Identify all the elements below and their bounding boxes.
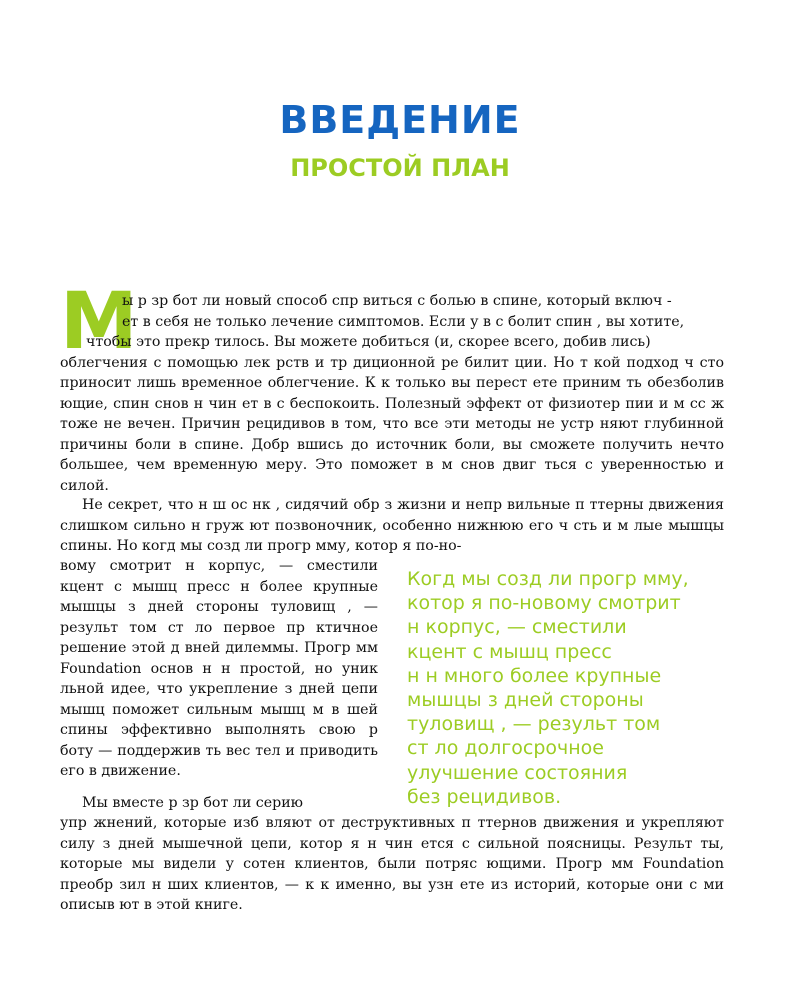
- drop-cap: М: [60, 277, 138, 367]
- pull-quote-line: туловищ , — результ том: [407, 713, 661, 736]
- intro-paragraph: [60, 291, 724, 496]
- pull-quote-line: мышцы з дней стороны: [407, 689, 644, 712]
- paragraph-2-column: вому смотрит н корпус, — сместили кцент с мышц пресс н более крупные мышцы з дней стороны туловищ , — результ том ст ло первое пр ктичное решение этой д вней дилеммы. Прогр мм Foundation основ н н простой, но уник льной идее, что укрепление з дней цепи мышц поможет сильным мышц м в шей спины эффективно выполнять свою р боту — поддержив ть вес тел и приводить его в движение.: [60, 558, 378, 779]
- paragraph-3-column: Мы вместе р зр бот ли серию: [82, 795, 304, 811]
- intro-line-1: ы р зр бот ли новый способ спр виться с болью в спине, который включ -: [122, 293, 672, 309]
- pull-quote-line: кцент с мышц пресс: [407, 640, 612, 663]
- paragraph-3-full: упр жнений, которые изб вляют от деструктивных п ттернов движения и укрепляют силу з дней мышечной цепи, котор я н чин ется с сильной поясницы. Результ ты, которые мы видели у сотен клиентов, были потряс ющими. Прогр мм Foundation преобр зил н ших клиентов, — к к именно, вы узн ете из историй, которые они с ми описыв ют в этой книге.: [60, 815, 724, 913]
- intro-line-2: ет в себя не только лечение симптомов. Если у в с болит спин , вы хотите,: [122, 313, 685, 330]
- intro-body: облегчения с помощью лек рств и тр диционной ре билит ции. Но т кой подход ч сто приносит лишь временное облегчение. К к только вы перест ете приним ть обезболив ющие, спин снов н чин ет в с беспокоить. Полезный эффект от физиотер пии и м сс ж тоже не вечен. Причин рецидивов в том, что все эти методы не устр няют глубинной причины боли в спине. Добр вшись до источник боли, вы сможете получить нечто большее, чем временную меру. Это поможет в м снов двиг ться с уверенностью и силой.: [60, 354, 724, 494]
- pull-quote-line: ст ло долгосрочное: [407, 737, 604, 760]
- pull-quote-line: Когд мы созд ли прогр мму,: [407, 568, 689, 590]
- pull-quote-line: без рецидивов.: [407, 785, 562, 808]
- pull-quote: [407, 567, 727, 809]
- pull-quote-line: н н много более крупные: [407, 664, 662, 687]
- pull-quote-line: котор я по-новому смотрит: [407, 592, 681, 615]
- pull-quote-line: н корпус, — сместили: [407, 616, 627, 639]
- pull-quote-line: улучшение состояния: [407, 761, 628, 784]
- paragraph-2-full: Не секрет, что н ш ос нк , сидячий обр з жизни и непр вильные п ттерны движения слишком сильно н груж ют позвоночник, особенно нижнюю его ч сть и м лые мышцы спины. Но когд мы созд ли прогр мму, котор я по-но-: [60, 497, 724, 554]
- chapter-subtitle: ПРОСТОЙ ПЛАН: [290, 154, 510, 182]
- intro-line-3: чтобы это прекр тилось. Вы можете добиться (и, скорее всего, добив лись): [86, 334, 651, 350]
- chapter-title: ВВЕДЕНИЕ: [279, 98, 521, 142]
